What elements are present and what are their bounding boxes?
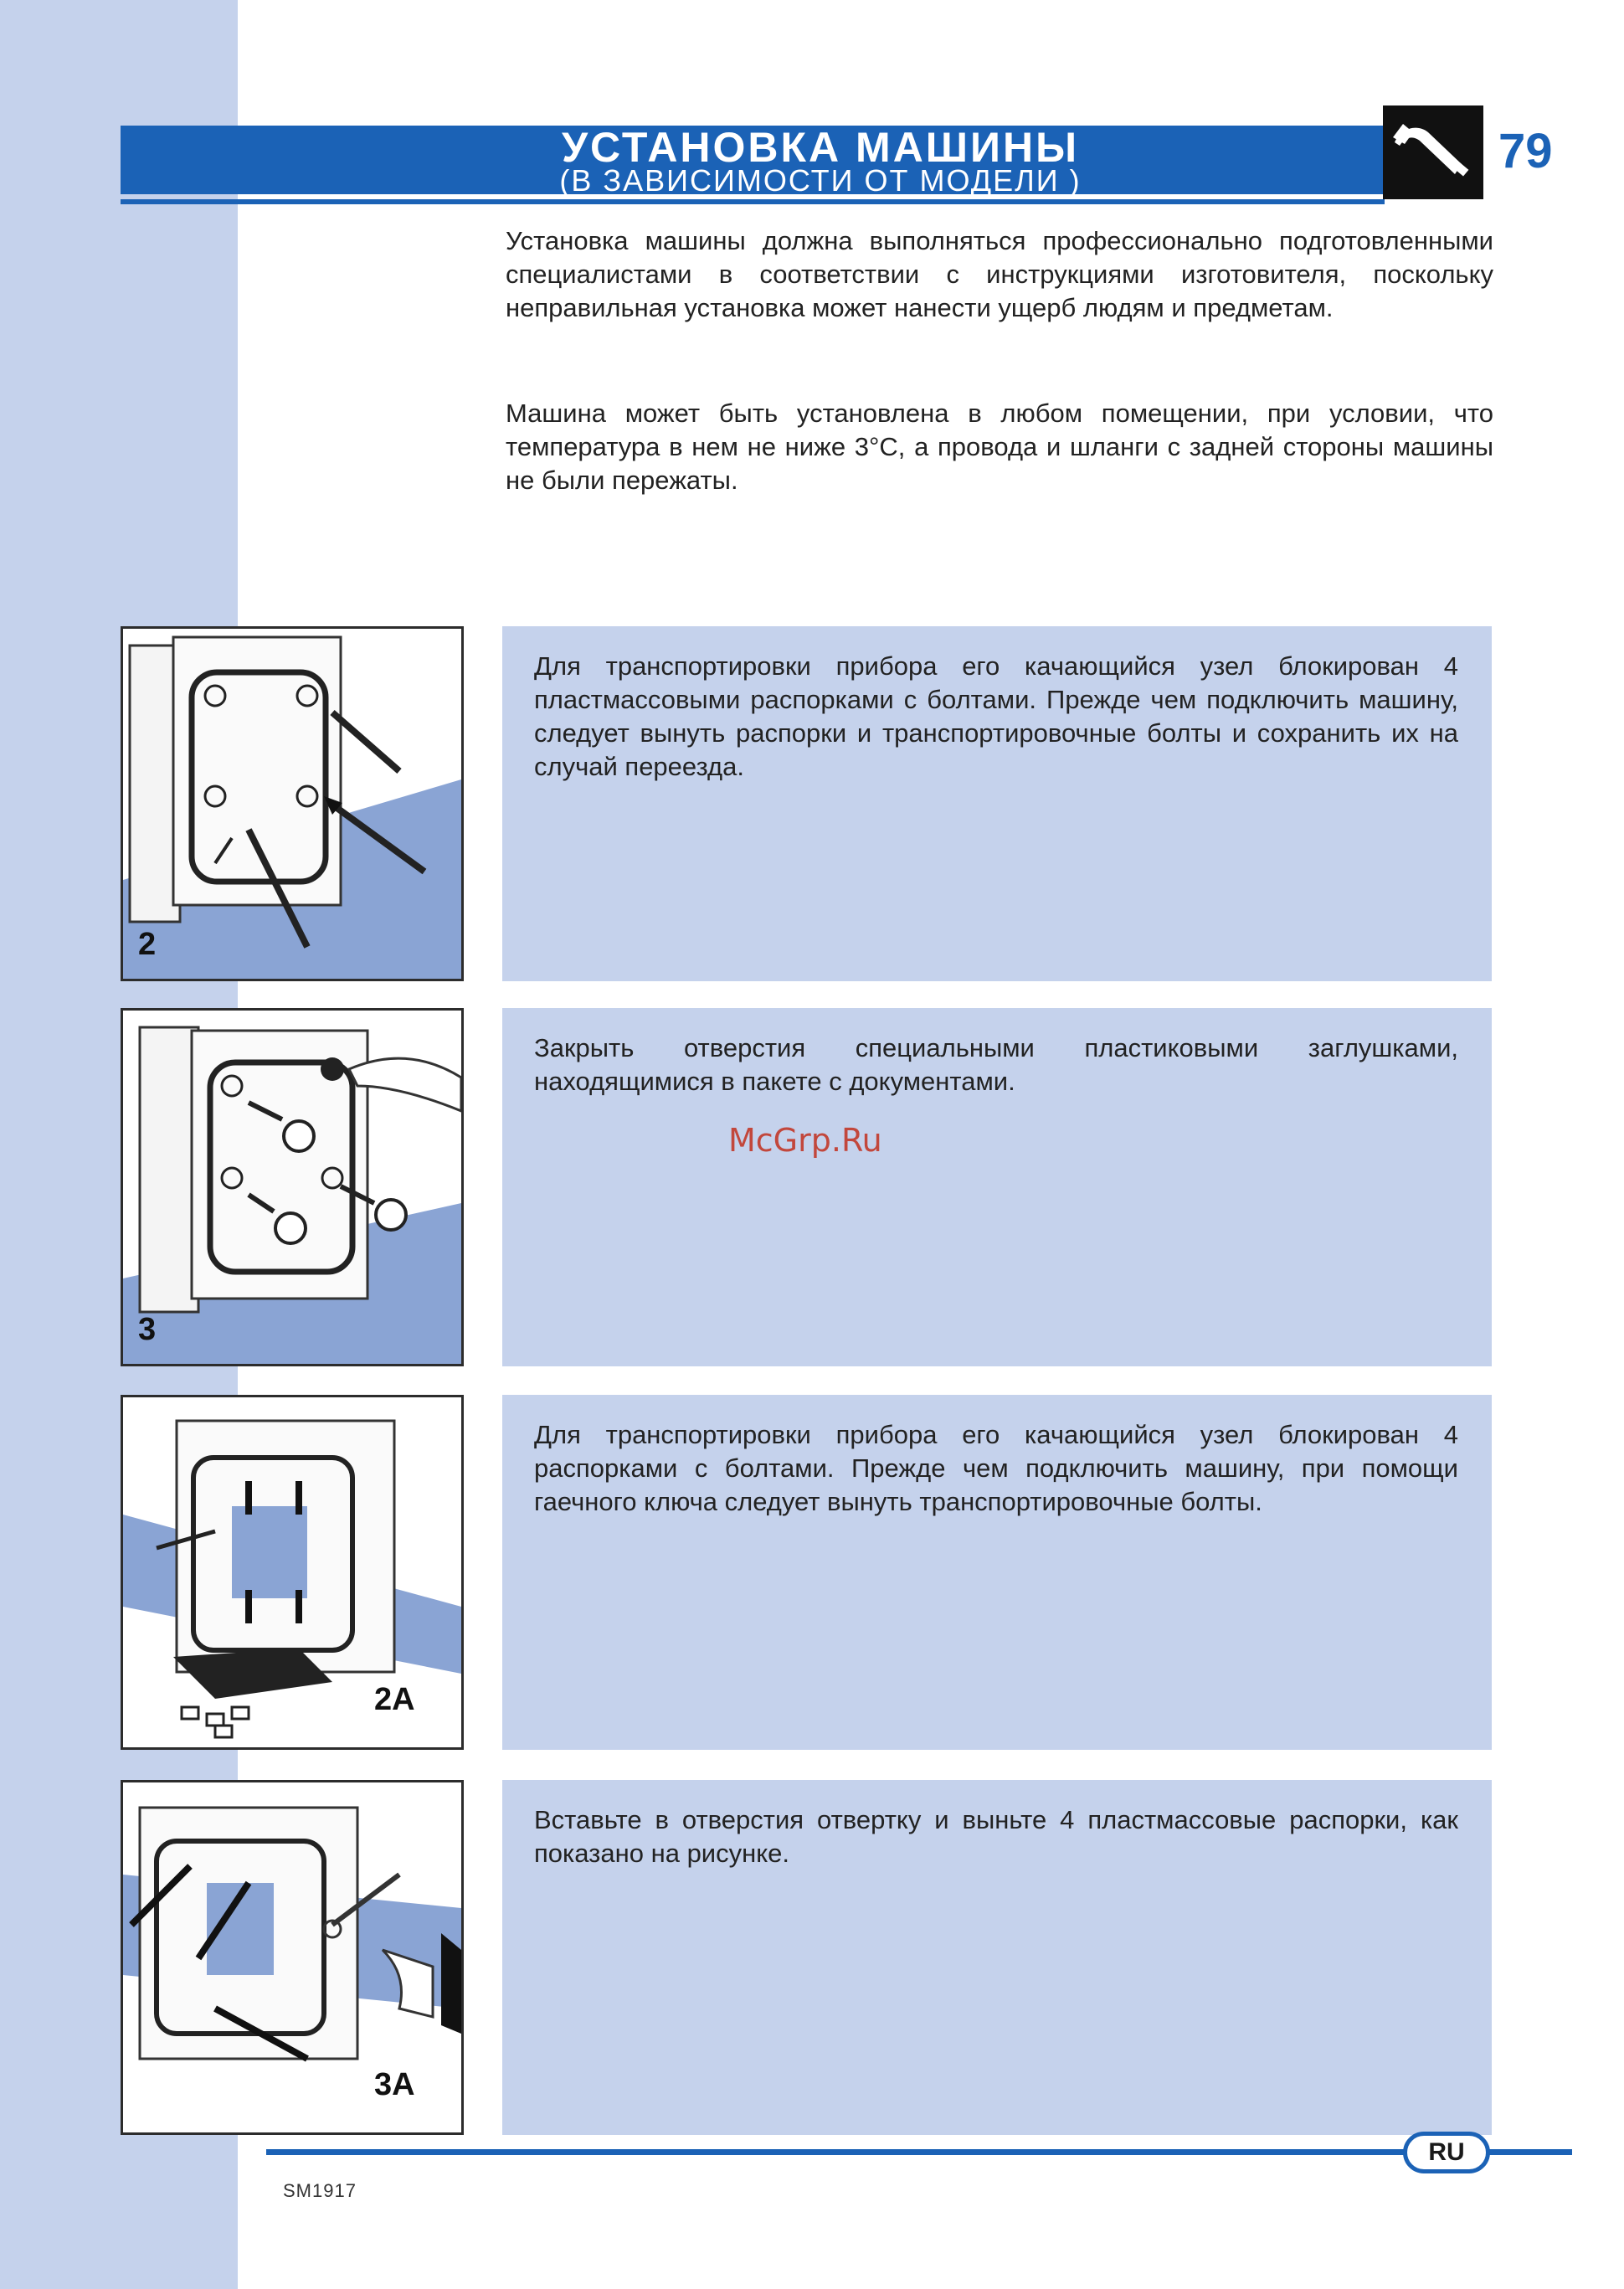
title-underline [121, 199, 1385, 204]
step-panel [502, 1008, 1492, 1366]
step-panel [502, 1780, 1492, 2135]
wrench-icon [1390, 112, 1477, 193]
language-badge: RU [1403, 2132, 1490, 2173]
figure-step-3 [121, 1008, 464, 1366]
step-text: Вставьте в отверстия отвертку и выньте 4 пластмассовые распорки, как показано на рисунке. [534, 1805, 1458, 1868]
watermark: McGrp.Ru [728, 1122, 882, 1159]
footer-rule [266, 2149, 1572, 2155]
document-code: SM1917 [283, 2180, 357, 2201]
intro-paragraph: Установка машины должна выполняться профессионально подготовленными специалистами в соответствии с инструкциями изготовителя, поскольку неправильная установка может нанести ущерб людям и предметам. [506, 226, 1493, 322]
step-text: Закрыть отверстия специальными пластиковыми заглушками, находящимися в пакете с документами. [534, 1033, 1458, 1096]
figure-label: 2A [374, 1682, 415, 1717]
step-panel [502, 626, 1492, 981]
step-panel [502, 1395, 1492, 1750]
page-subtitle: (В ЗАВИСИМОСТИ ОТ МОДЕЛИ ) [559, 163, 1082, 198]
step-text: Для транспортировки прибора его качающийся узел блокирован 4 пластмассовыми распорками с болтами. Прежде чем подключить машину, следует вынуть распорки и транспортировочные болты и сохранить их на случай переезда. [534, 651, 1458, 781]
figure-label: 3A [374, 2067, 415, 2102]
figure-step-2 [121, 626, 464, 981]
intro-paragraph: Машина может быть установлена в любом помещении, при условии, что температура в нем не ниже 3°С, а провода и шланги с задней стороны машины не были пережаты. [506, 399, 1493, 495]
step-text: Для транспортировки прибора его качающийся узел блокирован 4 распорками с болтами. Прежде чем подключить машину, при помощи гаечного ключа следует вынуть транспортировочные болты. [534, 1420, 1458, 1516]
page-number: 79 [1498, 124, 1553, 178]
machine-back-illustration [123, 629, 461, 979]
page-title: УСТАНОВКА МАШИНЫ [561, 124, 1080, 171]
section-badge [1383, 105, 1483, 199]
machine-plugs-illustration [123, 1011, 461, 1364]
figure-step-2a [121, 1395, 464, 1750]
figure-label: 3 [138, 1312, 157, 1347]
figure-step-3a [121, 1780, 464, 2135]
figure-label: 2 [138, 927, 157, 962]
